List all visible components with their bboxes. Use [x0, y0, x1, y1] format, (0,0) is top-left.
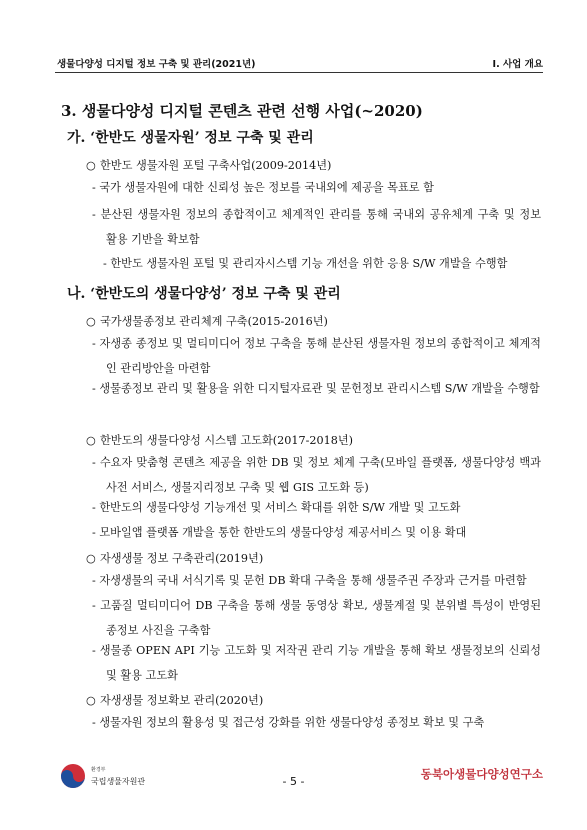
circle-bullet-icon: ○ [86, 315, 96, 328]
dash-item: - 한반도의 생물다양성 기능개선 및 서비스 확대를 위한 S/W 개발 및 고도화 [92, 501, 461, 514]
item-portal [86, 157, 331, 173]
dash-item: - 수요자 맞춤형 콘텐츠 제공을 위한 DB 및 정보 체계 구축(모바일 플랫폼, 생물다양성 백과사전 서비스, 생물지리정보 구축 및 웹 GIS 고도화 등) [92, 456, 541, 494]
page-header [57, 52, 543, 72]
footer-brand [421, 766, 543, 782]
logo-ministry: 환경부 [91, 767, 106, 773]
dash-item: - 생물종 OPEN API 기능 고도화 및 저작권 관리 기능 개발을 통해 확보 생물정보의 신뢰성 및 활용 고도화 [92, 644, 541, 682]
item-text: 자생생물 정보 구축관리(2019년) [100, 552, 264, 565]
item-native-species-2019 [86, 550, 263, 566]
subsection-b-title: 나. ‘한반도의 생물다양성’ 정보 구축 및 관리 [67, 286, 341, 302]
dash-item: - 자생종 종정보 및 멀티미디어 정보 구축을 통해 분산된 생물자원 정보의 종합적이고 체계적인 관리방안을 마련함 [92, 337, 541, 375]
dash-item: - 고품질 멀티미디어 DB 구축을 통해 생물 동영상 확보, 생물계절 및 분위별 특성이 반영된 종정보 사진을 구축함 [92, 599, 541, 637]
dash-item: - 자생생물의 국내 서식기록 및 문헌 DB 확대 구축을 통해 생물주권 주장과 근거를 마련함 [92, 574, 527, 587]
page-number: - 5 - [282, 775, 305, 788]
header-divider [55, 72, 543, 73]
dash-item: - 모바일앱 플랫폼 개발을 통한 한반도의 생물다양성 제공서비스 및 이용 확대 [92, 526, 467, 539]
item-national-species [86, 313, 328, 329]
dash-item: - 분산된 생물자원 정보의 종합적이고 체계적인 관리를 통해 국내외 공유체계 구축 및 정보 활용 기반을 확보함 [92, 208, 541, 246]
dash-item: - 국가 생물자원에 대한 신뢰성 높은 정보를 국내외에 제공을 목표로 함 [92, 181, 434, 194]
item-text: 국가생물종정보 관리체계 구축(2015-2016년) [100, 315, 328, 328]
item-text: 한반도의 생물다양성 시스템 고도화(2017-2018년) [100, 434, 354, 447]
brand-text: 동북아생물다양성연구소 [420, 767, 543, 781]
item-text: 자생생물 정보확보 관리(2020년) [100, 694, 264, 707]
circle-bullet-icon: ○ [86, 552, 96, 565]
item-text: 한반도 생물자원 포털 구축사업(2009-2014년) [100, 159, 332, 172]
header-document-title: 생물다양성 디지털 정보 구축 및 관리(2021년) [57, 59, 256, 70]
dash-item: - 생물자원 정보의 활용성 및 접근성 강화를 위한 생물다양성 종정보 확보 및 구축 [92, 716, 485, 729]
dash-item: - 생물종정보 관리 및 활용을 위한 디지털자료관 및 문헌정보 관리시스템 S/W 개발을 수행함 [92, 382, 540, 395]
circle-bullet-icon: ○ [86, 434, 96, 447]
item-native-species-2020 [86, 692, 263, 708]
logo-institute: 국립생물자원관 [91, 777, 146, 786]
circle-bullet-icon: ○ [86, 694, 96, 707]
item-system-upgrade [86, 432, 353, 448]
subsection-a-title: 가. ‘한반도 생물자원’ 정보 구축 및 관리 [67, 130, 314, 146]
header-chapter: I. 사업 개요 [492, 59, 543, 70]
sub-dash-item: - 한반도 생물자원 포털 및 관리자시스템 기능 개선을 위한 응용 S/W 개발을 수행함 [103, 257, 508, 270]
circle-bullet-icon: ○ [86, 159, 96, 172]
section-title: 3. 생물다양성 디지털 콘텐츠 관련 선행 사업(~2020) [61, 102, 423, 120]
